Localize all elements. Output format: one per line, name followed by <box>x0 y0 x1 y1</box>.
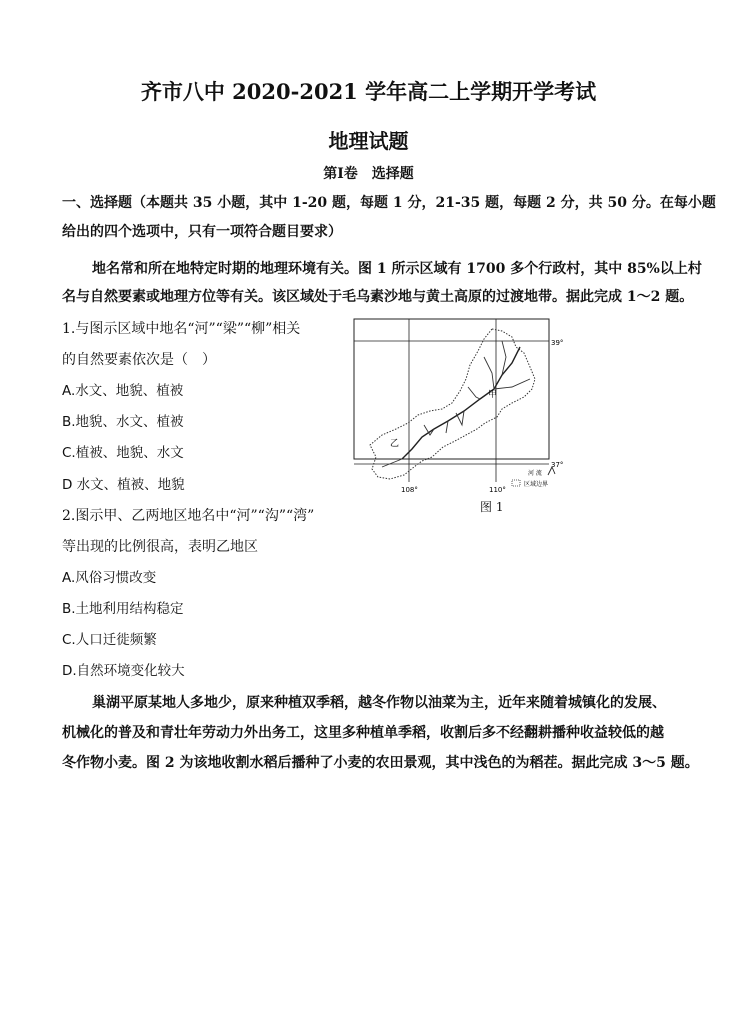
passage-line: 巢湖平原某地人多地少，原来种植双季稻，越冬作物以油菜为主，近年来随着城镇化的发展、 <box>92 695 666 711</box>
option-a: A.水文、地貌、植被 <box>62 383 184 399</box>
passage-line: 名与自然要素或地理方位等有关。该区域处于毛乌素沙地与黄土高原的过渡地带。据此完成 1～2 题。 <box>62 289 694 305</box>
river-main <box>402 347 520 459</box>
lon-110-label: 110° <box>489 486 506 494</box>
figure-1-map <box>352 317 564 502</box>
figure-caption: 图 1 <box>480 500 504 514</box>
passage-line: 地名常和所在地特定时期的地理环境有关。图 1 所示区域有 1700 多个行政村，其中 85%以上村 <box>92 261 702 277</box>
option-b: B.土地利用结构稳定 <box>62 601 184 617</box>
river-branch <box>382 459 402 467</box>
lat-39-label: 39° <box>551 339 564 347</box>
label-jia: 甲 <box>488 390 498 400</box>
instructions-line: 一、选择题（本题共 35 小题，其中 1-20 题，每题 1 分，21-35 题，每题 2 分，共 50 分。在每小题 <box>62 195 716 211</box>
question-stem: 2.图示甲、乙两地区地名中“河”“沟”“湾” <box>62 508 315 524</box>
subject-title: 地理试题 <box>328 129 409 153</box>
label-yi: 乙 <box>390 439 400 449</box>
lon-108-label: 108° <box>401 486 418 494</box>
river-branch <box>484 357 494 389</box>
lat-37-label: 37° <box>551 461 564 469</box>
instructions-line: 给出的四个选项中，只有一项符合题目要求） <box>62 224 342 240</box>
passage-line: 冬作物小麦。图 2 为该地收割水稻后播种了小麦的农田景观，其中浅色的为稻茬。据此完成 3～5 题。 <box>62 755 699 771</box>
option-a: A.风俗习惯改变 <box>62 570 157 586</box>
legend-boundary-label: 区域边界 <box>524 481 549 488</box>
question-stem: 1.与图示区域中地名“河”“梁”“柳”相关 <box>62 321 301 337</box>
map-frame <box>354 319 549 459</box>
river-branch <box>468 387 480 399</box>
river-branch <box>446 421 448 433</box>
boundary-legend-icon <box>512 480 520 486</box>
option-b: B.地貌、水文、植被 <box>62 414 184 430</box>
map-legend <box>512 467 555 488</box>
volume-heading: 第Ⅰ卷 选择题 <box>323 166 414 182</box>
question-stem: 等出现的比例很高，表明乙地区 <box>62 539 258 555</box>
option-c: C.人口迁徙频繁 <box>62 632 157 648</box>
page-title: 齐市八中 2020-2021 学年高二上学期开学考试 <box>140 79 597 104</box>
option-c: C.植被、地貌、水文 <box>62 445 184 461</box>
option-d: D.自然环境变化较大 <box>62 663 185 679</box>
question-stem: 的自然要素依次是（ ） <box>62 352 216 368</box>
passage-line: 机械化的普及和青壮年劳动力外出务工，这里多种植单季稻，收割后多不经翻耕播种收益较低的越 <box>62 725 664 741</box>
region-boundary <box>370 329 535 479</box>
legend-river-label: 河 流 <box>528 470 542 477</box>
option-d: D 水文、植被、地貌 <box>62 477 185 493</box>
